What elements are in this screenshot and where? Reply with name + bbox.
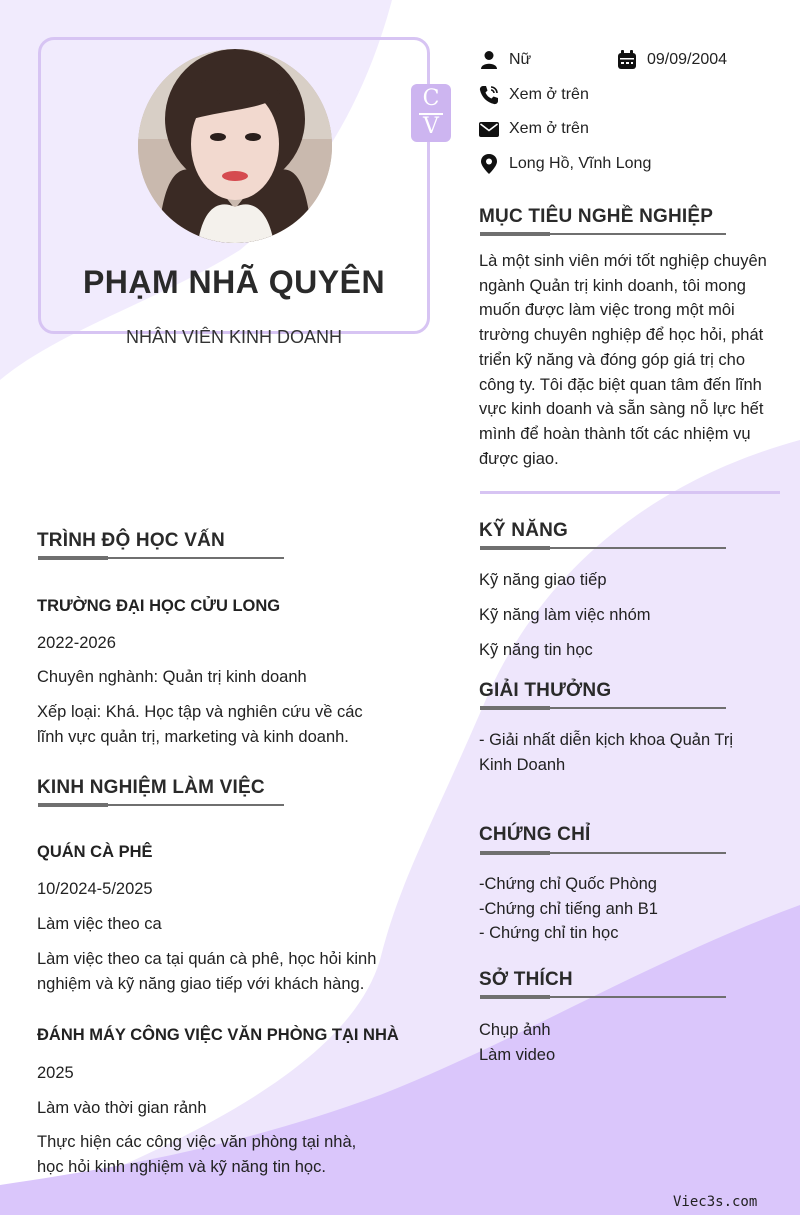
objective-line: được giao. xyxy=(479,449,559,468)
award-line: Kinh Doanh xyxy=(479,755,566,774)
job-role: Làm việc theo ca xyxy=(37,915,162,933)
watermark: Viec3s.com xyxy=(673,1194,758,1210)
certificate-line: -Chứng chỉ tiếng anh B1 xyxy=(479,899,658,918)
mail-icon xyxy=(479,119,499,139)
job-description xyxy=(37,947,376,996)
job-period: 10/2024-5/2025 xyxy=(37,880,153,898)
job-company: ĐÁNH MÁY CÔNG VIỆC VĂN PHÒNG TẠI NHÀ xyxy=(37,1026,399,1044)
job-description xyxy=(37,1130,356,1179)
awards-title: GIẢI THƯỞNG xyxy=(479,680,612,701)
education-rank-line: Xếp loại: Khá. Học tập và nghiên cứu về các xyxy=(37,703,363,721)
phone-row xyxy=(479,85,589,105)
certificates-title: CHỨNG CHỈ xyxy=(479,824,591,845)
cv-badge-top: C xyxy=(422,86,440,111)
location-icon xyxy=(479,154,499,174)
objective-line: vực kinh doanh và sẵn sàng nỗ lực hết xyxy=(479,400,764,419)
cv-badge-bottom: V xyxy=(423,114,439,139)
job-role: Làm vào thời gian rảnh xyxy=(37,1099,207,1117)
objective-line: trường chuyên nghiệp để học hỏi, phát xyxy=(479,326,764,345)
objective-text xyxy=(479,249,767,471)
skill-item: Kỹ năng làm việc nhóm xyxy=(479,606,651,624)
hobby-line: Làm video xyxy=(479,1045,556,1064)
experience-title: KINH NGHIỆM LÀM VIỆC xyxy=(37,777,265,798)
job-description-line: Làm việc theo ca tại quán cà phê, học hỏi kinh xyxy=(37,950,377,968)
calendar-icon xyxy=(617,50,637,70)
education-rank-line: lĩnh vực quản trị, marketing và kinh doanh. xyxy=(37,727,349,746)
certificates-underline xyxy=(480,852,726,854)
objective-line: muốn được làm việc trong một môi xyxy=(479,301,735,320)
objective-line: công ty. Tôi đặc biệt quan tâm đến lĩnh xyxy=(479,375,762,394)
job-title: NHÂN VIÊN KINH DOANH xyxy=(125,327,343,347)
education-underline xyxy=(38,557,284,559)
objective-line: Là một sinh viên mới tốt nghiệp chuyên xyxy=(479,252,767,270)
certificate-line: -Chứng chỉ Quốc Phòng xyxy=(479,875,657,893)
candidate-name: PHẠM NHÃ QUYÊN xyxy=(82,264,386,300)
awards-underline xyxy=(480,707,726,709)
job-company: QUÁN CÀ PHÊ xyxy=(37,843,153,861)
objective-line: mình để hoàn thành tốt các nhiệm vụ xyxy=(479,424,751,443)
avatar xyxy=(138,49,332,243)
education-title: TRÌNH ĐỘ HỌC VẤN xyxy=(37,530,225,551)
skill-item: Kỹ năng giao tiếp xyxy=(479,571,607,589)
portrait-photo xyxy=(138,49,332,243)
job-description-line: học hỏi kinh nghiệm và kỹ năng tin học. xyxy=(37,1157,326,1176)
awards-text xyxy=(479,728,733,777)
education-period: 2022-2026 xyxy=(37,634,116,652)
objective-line: triển kỹ năng và đóng góp giá trị cho xyxy=(479,350,746,369)
hobbies-underline xyxy=(480,996,726,998)
experience-underline xyxy=(38,804,284,806)
hobbies-text xyxy=(479,1018,555,1067)
right-divider xyxy=(480,491,780,494)
hobby-line: Chụp ảnh xyxy=(479,1021,551,1039)
phone-icon xyxy=(479,85,499,105)
skills-title: KỸ NĂNG xyxy=(479,520,569,541)
email-value: Xem ở trên xyxy=(509,120,589,137)
birthday-row xyxy=(617,50,727,70)
phone-value: Xem ở trên xyxy=(509,86,589,103)
objective-underline xyxy=(480,233,726,235)
award-line: - Giải nhất diễn kịch khoa Quản Trị xyxy=(479,731,734,749)
objective-title: MỤC TIÊU NGHỀ NGHIỆP xyxy=(479,206,714,227)
gender-row xyxy=(479,50,531,70)
gender-value: Nữ xyxy=(509,51,532,68)
skill-item: Kỹ năng tin học xyxy=(479,641,593,659)
objective-line: ngành Quản trị kinh doanh, tôi mong xyxy=(479,276,746,295)
user-icon xyxy=(479,50,499,70)
job-description-line: nghiệm và kỹ năng giao tiếp với khách hàng. xyxy=(37,974,365,993)
education-rank xyxy=(37,700,363,749)
certificates-text xyxy=(479,872,658,946)
job-period: 2025 xyxy=(37,1064,74,1082)
email-row xyxy=(479,119,589,139)
school-name: TRƯỜNG ĐẠI HỌC CỬU LONG xyxy=(37,597,281,615)
education-major: Chuyên nghành: Quản trị kinh doanh xyxy=(37,668,307,686)
address-value: Long Hồ, Vĩnh Long xyxy=(509,155,652,172)
certificate-line: - Chứng chỉ tin học xyxy=(479,924,619,943)
skills-underline xyxy=(480,547,726,549)
address-row xyxy=(479,154,651,174)
hobbies-title: SỞ THÍCH xyxy=(479,969,573,990)
birthday-value: 09/09/2004 xyxy=(647,51,728,68)
cv-badge xyxy=(411,84,451,142)
job-description-line: Thực hiện các công việc văn phòng tại nhà, xyxy=(37,1133,357,1151)
